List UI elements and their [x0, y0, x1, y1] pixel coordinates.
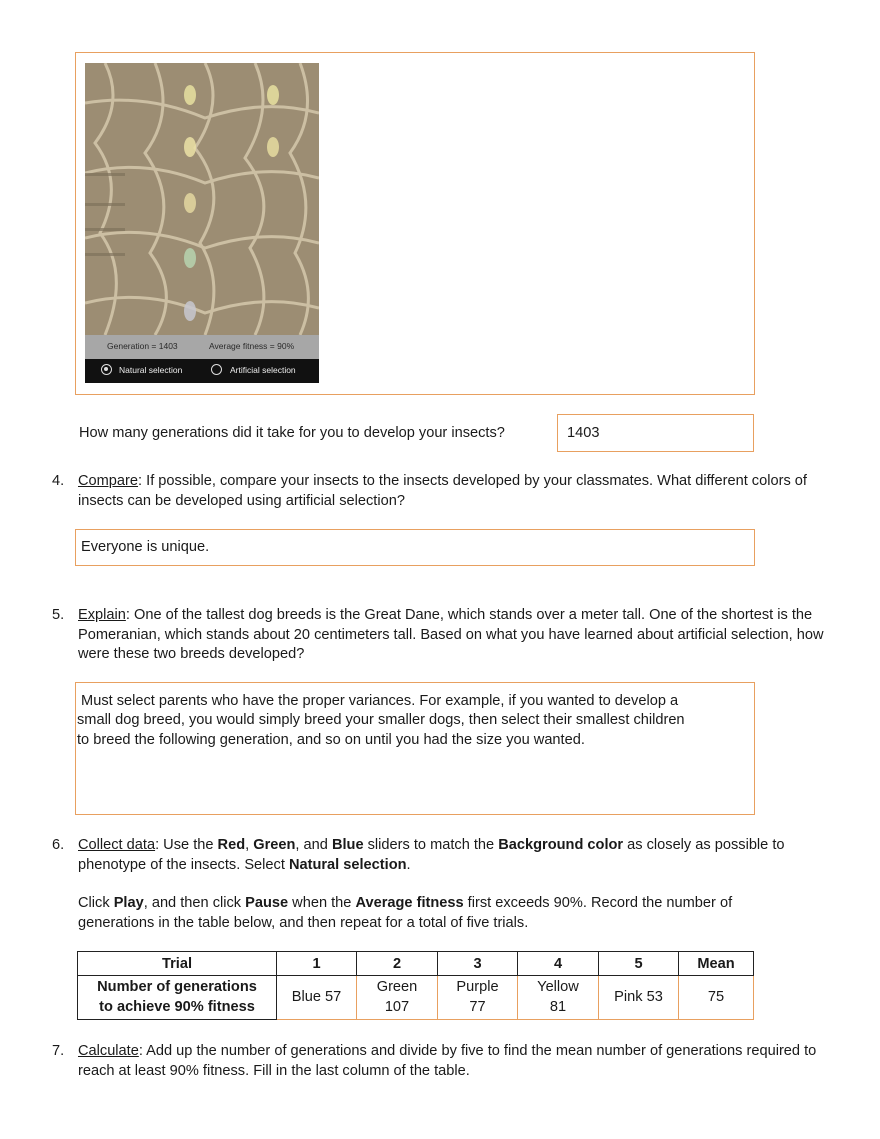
item4-text: : If possible, compare your insects to the insects developed by your classmates. What different colors of insects can be developed using artificial selection?	[78, 473, 807, 509]
header-trial: Trial	[78, 952, 277, 976]
header-trial-5: 5	[599, 952, 679, 976]
item6-number: 6.	[52, 837, 65, 853]
header-mean: Mean	[679, 952, 754, 976]
natural-selection-label: Natural selection	[119, 365, 183, 375]
item4-prompt	[78, 472, 818, 511]
header-trial-3: 3	[438, 952, 518, 976]
item5-answer-line-3: to breed the following generation, and so on until you had the size you wanted.	[77, 732, 585, 748]
leaf-background-image	[85, 63, 319, 335]
cell-trial-2[interactable]: Green 107	[357, 976, 438, 1020]
selection-mode-bar	[85, 359, 319, 383]
item5-answer-line-1: Must select parents who have the proper variances. For example, if you wanted to develop a	[77, 693, 679, 709]
item6-instructions: Collect data: Use the Red, Green, and Blue sliders to match the Background color as closely as possible to phenotype of the insects. Select Natural selection.	[78, 837, 785, 873]
cell-trial-3[interactable]: Purple 77	[438, 976, 518, 1020]
item4-answer: Everyone is unique.	[81, 539, 210, 555]
cell-trial-5[interactable]: Pink 53	[599, 976, 679, 1020]
item5-number: 5.	[52, 607, 65, 623]
cell-trial-1[interactable]: Blue 57	[277, 976, 357, 1020]
fitness-readout: Average fitness = 90%	[209, 341, 295, 351]
item5-text: : One of the tallest dog breeds is the Great Dane, which stands over a meter tall. One of the shortest is the Pomeranian, which stands about 20 centimeters tall. Based on what you have learned about artificial selection, how were these two breeds developed?	[78, 607, 824, 662]
item5-title: Explain	[78, 607, 126, 623]
trials-table	[77, 951, 754, 1020]
generation-readout: Generation = 1403	[107, 341, 178, 351]
item5-answer-line-2: small dog breed, you would simply breed your smaller dogs, then select their smallest children	[77, 712, 685, 728]
header-trial-1: 1	[277, 952, 357, 976]
table-row	[78, 976, 754, 1020]
item5-prompt	[78, 606, 833, 665]
cell-trial-4[interactable]: Yellow 81	[518, 976, 599, 1020]
item6-play-instructions: Click Play, and then click Pause when the Average fitness first exceeds 90%. Record the number of generations in the table below, and then repeat for a total of five trials.	[78, 895, 733, 931]
simulation-screenshot	[85, 63, 319, 383]
generations-answer: 1403	[567, 425, 600, 441]
generations-question: How many generations did it take for you to develop your insects?	[79, 425, 505, 441]
row-label: Number of generations to achieve 90% fitness	[78, 976, 277, 1020]
table-header-row	[78, 952, 754, 976]
artificial-selection-radio-icon	[211, 364, 222, 375]
item7-title: Calculate	[78, 1043, 139, 1059]
item7-prompt	[78, 1042, 818, 1081]
header-trial-2: 2	[357, 952, 438, 976]
cell-mean[interactable]: 75	[679, 976, 754, 1020]
item7-number: 7.	[52, 1043, 65, 1059]
header-trial-4: 4	[518, 952, 599, 976]
artificial-selection-label: Artificial selection	[230, 365, 296, 375]
item4-title: Compare	[78, 473, 139, 489]
item4-number: 4.	[52, 473, 65, 489]
item7-text: : Add up the number of generations and divide by five to find the mean number of generations required to reach at least 90% fitness. Fill in the last column of the table.	[78, 1043, 817, 1079]
simulation-status-bar	[85, 335, 319, 359]
natural-selection-radio-icon	[101, 364, 112, 375]
item6-title: Collect data	[78, 837, 156, 853]
